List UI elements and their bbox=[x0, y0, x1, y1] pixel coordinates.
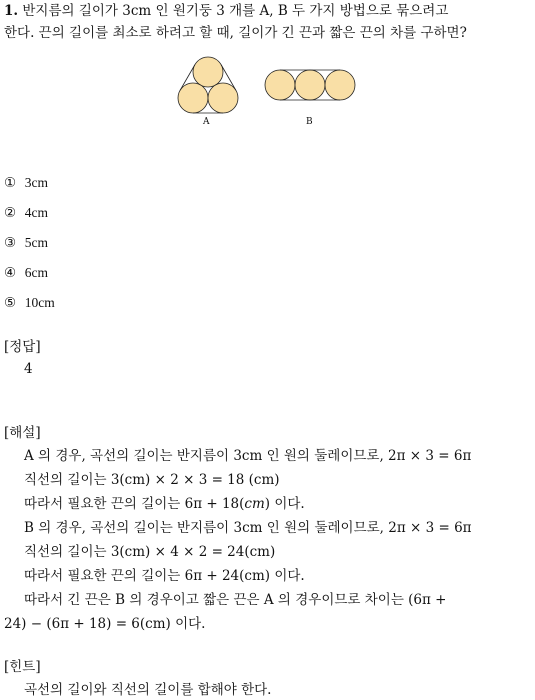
choice-text: 4cm bbox=[24, 205, 48, 220]
arrangement-b bbox=[265, 70, 355, 100]
choice-text: 6cm bbox=[24, 265, 48, 280]
question-line-2: 한다. 끈의 길이를 최소로 하려고 할 때, 길이가 긴 끈과 짧은 끈의 차를 구하면? bbox=[4, 25, 467, 41]
choice-5[interactable] bbox=[4, 294, 55, 312]
answer-heading: [정답] bbox=[4, 339, 41, 355]
explanation-line-3 bbox=[24, 495, 305, 513]
choice-text: 3cm bbox=[24, 175, 48, 190]
explanation-line-3a: 따라서 필요한 끈의 길이는 6π + 18( bbox=[24, 496, 245, 512]
figure-label-a: A bbox=[203, 117, 210, 127]
figure-label-b: B bbox=[306, 117, 313, 127]
choice-text: 10cm bbox=[24, 295, 55, 310]
choice-2[interactable] bbox=[4, 204, 48, 222]
figure-cylinders bbox=[172, 52, 372, 132]
explanation-line-3-unit: cm bbox=[244, 496, 265, 512]
explanation-line-1: A 의 경우, 곡선의 길이는 반지름이 3cm 인 원의 둘레이므로, 2π × 3 = 6π bbox=[24, 448, 472, 464]
explanation-line-3c: ) 이다. bbox=[264, 496, 305, 512]
question-number: 1. bbox=[4, 3, 19, 19]
choice-mark: ③ bbox=[4, 235, 17, 251]
hint-text: 곡선의 길이와 직선의 길이를 합해야 한다. bbox=[24, 682, 272, 698]
choice-text: 5cm bbox=[24, 235, 48, 250]
question-line-1 bbox=[4, 2, 448, 20]
explanation-line-5: 직선의 길이는 3(cm) × 4 × 2 = 24(cm) bbox=[24, 544, 276, 560]
choice-4[interactable] bbox=[4, 264, 48, 282]
choice-mark: ① bbox=[4, 175, 17, 191]
choice-mark: ④ bbox=[4, 265, 17, 281]
choice-3[interactable] bbox=[4, 234, 48, 252]
cylinders-diagram bbox=[172, 52, 372, 132]
answer-value: 4 bbox=[24, 361, 33, 377]
choice-1[interactable] bbox=[4, 174, 48, 192]
explanation-line-8: 24) − (6π + 18) = 6(cm) 이다. bbox=[4, 616, 206, 632]
choice-mark: ② bbox=[4, 205, 17, 221]
question-text-1: 반지름의 길이가 3cm 인 원기둥 3 개를 A, B 두 가지 방법으로 묶으려고 bbox=[22, 3, 449, 19]
hint-heading: [힌트] bbox=[4, 659, 41, 675]
explanation-heading: [해설] bbox=[4, 425, 41, 441]
explanation-line-4: B 의 경우, 곡선의 길이는 반지름이 3cm 인 원의 둘레이므로, 2π × 3 = 6π bbox=[24, 520, 472, 536]
explanation-line-6: 따라서 필요한 끈의 길이는 6π + 24(cm) 이다. bbox=[24, 568, 305, 584]
arrangement-a bbox=[178, 57, 238, 113]
explanation-line-7: 따라서 긴 끈은 B 의 경우이고 짧은 끈은 A 의 경우이므로 차이는 (6π + bbox=[24, 592, 447, 608]
choice-mark: ⑤ bbox=[4, 295, 17, 311]
explanation-line-2: 직선의 길이는 3(cm) × 2 × 3 = 18 (cm) bbox=[24, 472, 280, 488]
